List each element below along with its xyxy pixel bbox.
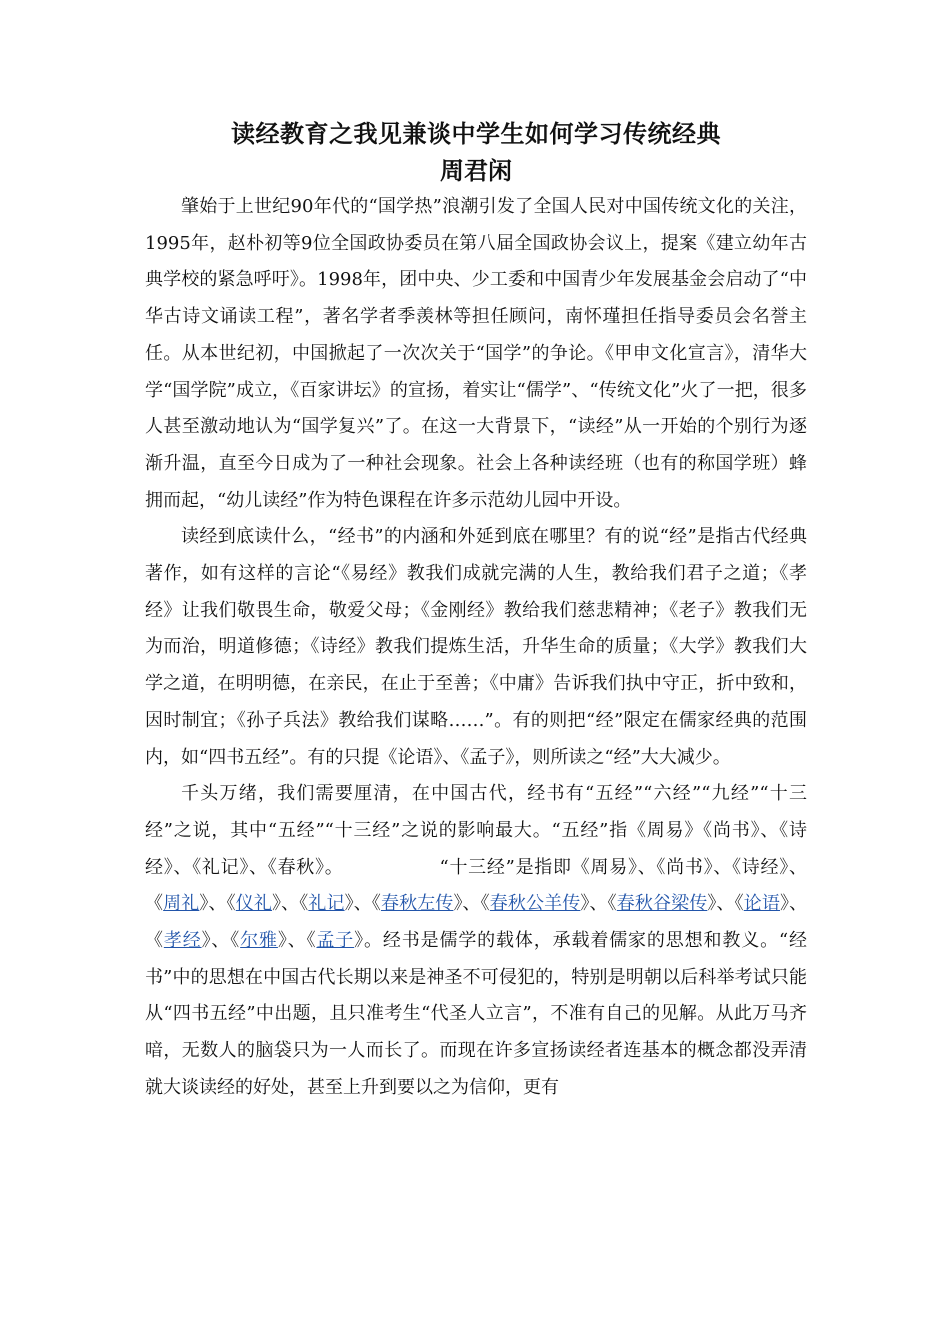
paragraph-3 xyxy=(145,776,807,1106)
paragraph-3-text-b: “十三经”是指即《周易》、《尚书》、《诗经》、《 xyxy=(145,856,808,915)
separator: 》、《 xyxy=(707,893,744,915)
link-chunqiu-gongyangzhuan[interactable]: 春秋公羊传 xyxy=(489,893,581,915)
separator: 》、《 xyxy=(453,893,490,915)
link-liji[interactable]: 礼记 xyxy=(308,893,345,915)
document-author: 周君闲 xyxy=(440,156,512,185)
paragraph-1: 肇始于上世纪90年代的“国学热”浪潮引发了全国人民对中国传统文化的关注，1995年，赵朴初等9位全国政协委员在第八届全国政协会议上，提案《建立幼年古典学校的紧急呼吁》。1998年，团中央、少工委和中国青少年发展基金会启动了“中华古诗文诵读工程”，著名学者季羡林等担任顾问，南怀瑾担任指导委员会名誉主任。从本世纪初，中国掀起了一次次关于“国学”的争论。《甲申文化宣言》，清华大学“国学院”成立，《百家讲坛》的宣扬，着实让“儒学”、“传统文化”火了一把，很多人甚至激动地认为“国学复兴”了。在这一大背景下，“读经”从一开始的个别行为逐渐升温，直至今日成为了一种社会现象。社会上各种读经班（也有的称国学班）蜂拥而起，“幼儿读经”作为特色课程在许多示范幼儿园中开设。 xyxy=(145,196,807,511)
paragraph-3-text-c: 》。经书是儒学的载体，承载着儒家的思想和教义。“经书”中的思想在中国古代长期以来是神圣不可侵犯的，特别是明朝以后科举考试只能从“四书五经”中出题，且只准考生“代圣人立言”，不准有自己的见解。从此万马齐喑，无数人的脑袋只为一人而长了。而现在许多宣扬读经者连基本的概念都没弄清就大谈读经的好处，甚至上升到要以之为信仰，更有 xyxy=(145,930,807,1098)
separator: 》、《 xyxy=(201,930,241,952)
link-lunyu[interactable]: 论语 xyxy=(743,893,780,915)
paragraph-2: 读经到底读什么，“经书”的内涵和外延到底在哪里？有的说“经”是指古代经典著作，如有这样的言论“《易经》教我们成就完满的人生，教给我们君子之道；《孝经》让我们敬畏生命，敬爱父母；《金刚经》教给我们慈悲精神；《老子》教我们无为而治，明道修德；《诗经》教我们提炼生活，升华生命的质量；《大学》教我们大学之道，在明明德，在亲民，在止于至善；《中庸》告诉我们执中守正，折中致和，因时制宜；《孙子兵法》教给我们谋略……”。有的则把“经”限定在儒家经典的范围内，如“四书五经”。有的只提《论语》、《孟子》，则所读之“经”大大减少。 xyxy=(145,526,807,768)
separator: 》、《 xyxy=(277,930,317,952)
link-chunqiu-zuozhuan[interactable]: 春秋左传 xyxy=(380,893,454,915)
link-xiaojing[interactable]: 孝经 xyxy=(163,930,202,952)
separator: 》、《 xyxy=(199,893,236,915)
link-chunqiu-guliangzhuan[interactable]: 春秋谷梁传 xyxy=(616,893,708,915)
link-zhouli[interactable]: 周礼 xyxy=(163,893,200,915)
paragraph-3-text-a: 千头万绪，我们需要厘清，在中国古代，经书有“五经”“六经”“九经”“十三经”之说，其中“五经”“十三经”之说的影响最大。“五经”指《周易》《尚书》、《诗经》、《礼记》、《春秋》。 xyxy=(145,783,807,878)
separator: 》、《 xyxy=(145,893,808,952)
link-erya[interactable]: 尔雅 xyxy=(240,930,278,952)
separator: 》、《 xyxy=(580,893,617,915)
document-title: 读经教育之我见兼谈中学生如何学习传统经典 xyxy=(231,119,721,148)
separator: 》、《 xyxy=(271,893,309,915)
link-mengzi[interactable]: 孟子 xyxy=(316,930,355,952)
separator: 》、《 xyxy=(344,893,381,915)
link-yili[interactable]: 仪礼 xyxy=(235,893,272,915)
